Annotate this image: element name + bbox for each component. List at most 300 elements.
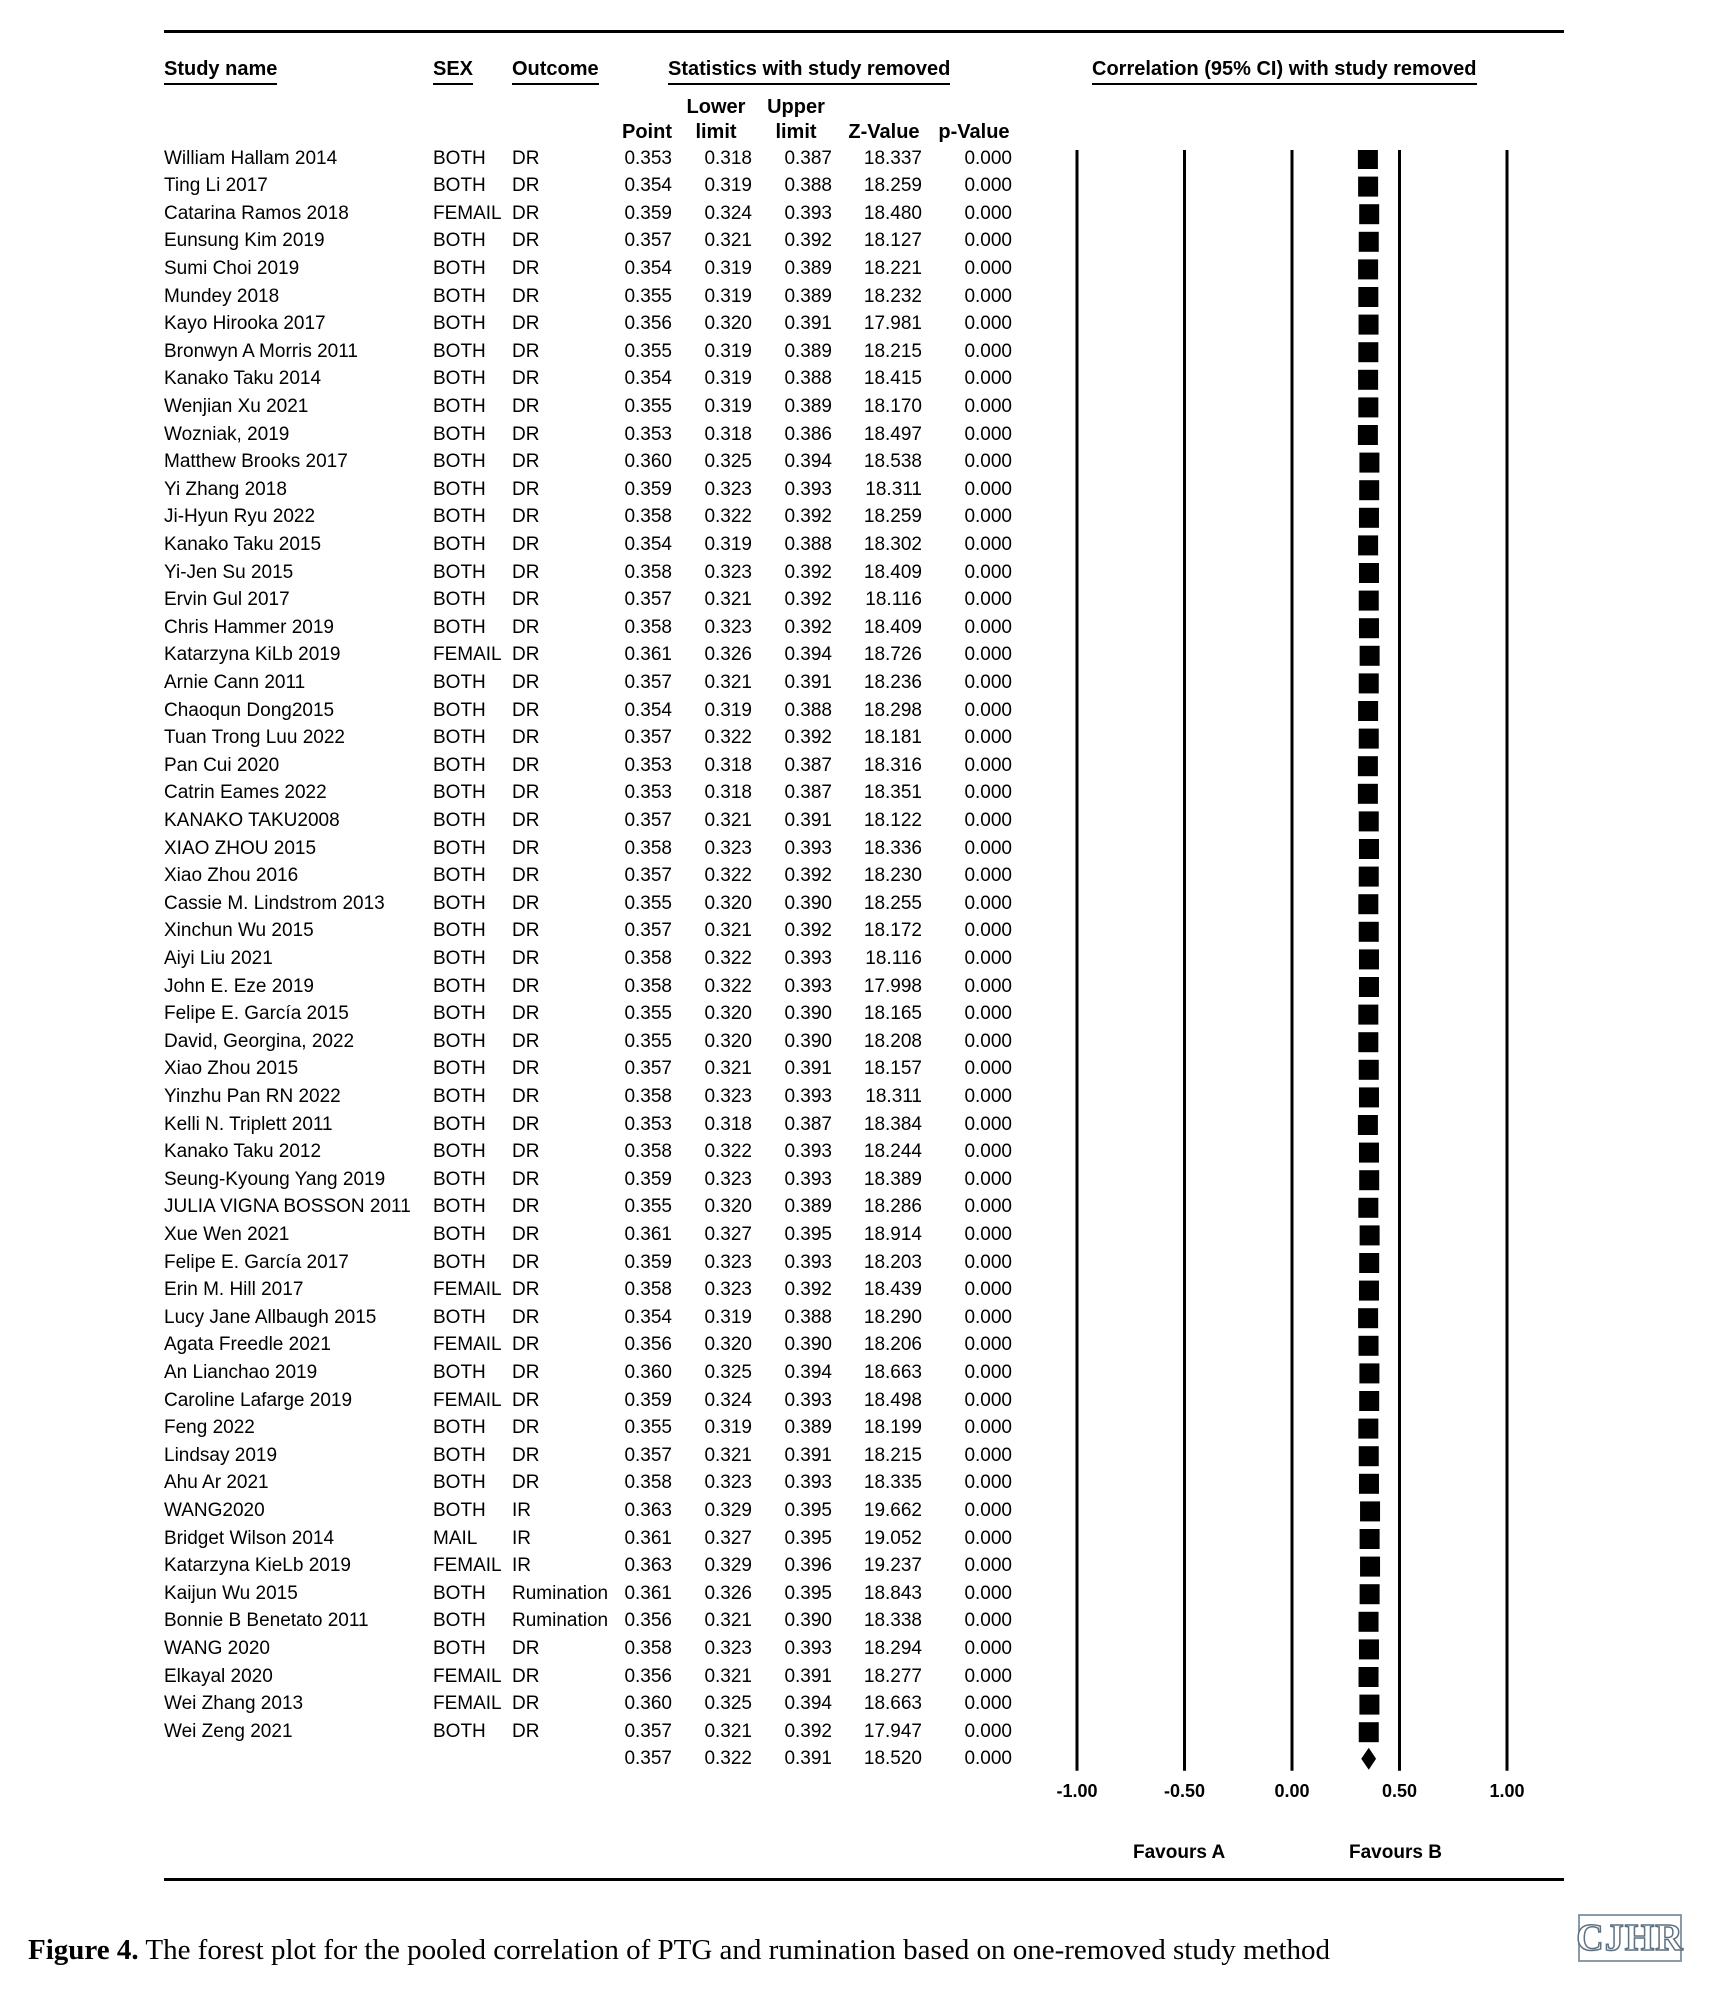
table-row	[0, 1635, 1100, 1662]
study-name-cell: Chaoqun Dong2015	[164, 699, 335, 721]
sex-cell: FEMAIL	[433, 202, 502, 224]
lower-limit-cell: 0.323	[704, 478, 752, 500]
table-row	[0, 586, 1100, 613]
study-name-cell: Xinchun Wu 2015	[164, 920, 314, 942]
point-cell: 0.355	[624, 1196, 672, 1218]
sex-cell: FEMAIL	[433, 644, 502, 666]
table-row	[0, 227, 1100, 254]
upper-limit-cell: 0.392	[784, 865, 832, 887]
sex-cell: BOTH	[433, 533, 486, 555]
sex-cell: FEMAIL	[433, 1334, 502, 1356]
point-estimate-marker	[1359, 673, 1379, 693]
study-name-cell: Ting Li 2017	[164, 175, 268, 197]
upper-limit-cell: 0.395	[784, 1527, 832, 1549]
study-name-cell: JULIA VIGNA BOSSON 2011	[164, 1196, 411, 1218]
point-estimate-marker	[1358, 756, 1378, 776]
study-name-cell: Wei Zhang 2013	[164, 1693, 304, 1715]
table-row	[0, 1525, 1100, 1552]
table-row	[0, 310, 1100, 337]
point-estimate-marker	[1359, 204, 1379, 224]
upper-limit-cell: 0.393	[784, 1637, 832, 1659]
table-row	[0, 807, 1100, 834]
favours-a-label: Favours A	[1133, 1842, 1226, 1863]
z-value-cell: 18.439	[863, 1279, 922, 1301]
study-name-cell: Xiao Zhou 2015	[164, 1058, 299, 1080]
point-cell: 0.353	[624, 754, 672, 776]
header-sex: SEX	[433, 58, 473, 81]
outcome-cell: DR	[512, 340, 540, 362]
p-value-cell: 0.000	[964, 1251, 1012, 1273]
point-cell: 0.353	[624, 782, 672, 804]
outcome-cell: DR	[512, 1472, 540, 1494]
point-estimate-marker	[1359, 867, 1379, 887]
study-name-cell: XIAO ZHOU 2015	[164, 837, 317, 859]
study-name-cell: Kelli N. Triplett 2011	[164, 1113, 333, 1135]
study-name-cell: Feng 2022	[164, 1417, 255, 1439]
z-value-cell: 18.286	[863, 1196, 922, 1218]
z-value-cell: 18.520	[863, 1748, 922, 1770]
outcome-cell: DR	[512, 1334, 540, 1356]
table-row	[0, 1166, 1100, 1193]
p-value-cell: 0.000	[964, 285, 1012, 307]
point-estimate-marker	[1359, 1446, 1379, 1466]
point-cell: 0.357	[624, 671, 672, 693]
p-value-cell: 0.000	[964, 1720, 1012, 1742]
header-p-value: p-Value	[938, 121, 1010, 143]
sex-cell: BOTH	[433, 1141, 486, 1163]
outcome-cell: DR	[512, 1196, 540, 1218]
p-value-cell: 0.000	[964, 340, 1012, 362]
upper-limit-cell: 0.389	[784, 340, 832, 362]
p-value-cell: 0.000	[964, 809, 1012, 831]
study-name-cell: WANG 2020	[164, 1637, 270, 1659]
z-value-cell: 18.338	[863, 1610, 922, 1632]
point-estimate-marker	[1358, 701, 1378, 721]
p-value-cell: 0.000	[964, 947, 1012, 969]
point-cell: 0.354	[624, 257, 672, 279]
upper-limit-cell: 0.393	[784, 1085, 832, 1107]
p-value-cell: 0.000	[964, 423, 1012, 445]
point-estimate-marker	[1359, 232, 1379, 252]
upper-limit-cell: 0.394	[784, 1693, 832, 1715]
p-value-cell: 0.000	[964, 1306, 1012, 1328]
point-estimate-marker	[1359, 977, 1379, 997]
study-name-cell: Kayo Hirooka 2017	[164, 313, 326, 335]
lower-limit-cell: 0.325	[704, 1361, 752, 1383]
z-value-cell: 18.236	[863, 671, 922, 693]
sex-cell: BOTH	[433, 1637, 486, 1659]
sex-cell: BOTH	[433, 1251, 486, 1273]
outcome-cell: DR	[512, 1141, 540, 1163]
sex-cell: BOTH	[433, 782, 486, 804]
lower-limit-cell: 0.319	[704, 1417, 752, 1439]
point-cell: 0.360	[624, 1693, 672, 1715]
study-name-cell: Bronwyn A Morris 2011	[164, 340, 358, 362]
p-value-cell: 0.000	[964, 1361, 1012, 1383]
outcome-cell: IR	[512, 1555, 531, 1577]
p-value-cell: 0.000	[964, 671, 1012, 693]
point-estimate-marker	[1359, 1667, 1379, 1687]
outcome-cell: DR	[512, 285, 540, 307]
table-row	[0, 1497, 1100, 1524]
outcome-cell: DR	[512, 727, 540, 749]
table-row	[0, 641, 1100, 668]
study-name-cell: Catarina Ramos 2018	[164, 202, 349, 224]
z-value-cell: 18.116	[865, 589, 922, 611]
lower-limit-cell: 0.323	[704, 1637, 752, 1659]
point-estimate-marker	[1358, 535, 1378, 555]
lower-limit-cell: 0.320	[704, 1196, 752, 1218]
table-row	[0, 724, 1100, 751]
z-value-cell: 18.384	[863, 1113, 922, 1135]
outcome-cell: DR	[512, 1223, 540, 1245]
point-cell: 0.359	[624, 1389, 672, 1411]
caption-text: The forest plot for the pooled correlation of PTG and rumination based on one-removed study method	[138, 1934, 1331, 1966]
table-row	[0, 1387, 1100, 1414]
point-estimate-marker	[1359, 1281, 1379, 1301]
point-estimate-marker	[1359, 453, 1379, 473]
sex-cell: BOTH	[433, 1361, 486, 1383]
sex-cell: BOTH	[433, 368, 486, 390]
point-cell: 0.361	[624, 1527, 672, 1549]
study-name-cell: Ervin Gul 2017	[164, 589, 290, 611]
study-name-cell: Kanako Taku 2012	[164, 1141, 322, 1163]
sex-cell: BOTH	[433, 478, 486, 500]
table-row	[0, 1083, 1100, 1110]
upper-limit-cell: 0.393	[784, 947, 832, 969]
study-name-cell: KANAKO TAKU2008	[164, 809, 340, 831]
table-row	[0, 1055, 1100, 1082]
point-estimate-marker	[1359, 1143, 1379, 1163]
p-value-cell: 0.000	[964, 1003, 1012, 1025]
study-name-cell: Yi Zhang 2018	[164, 478, 287, 500]
outcome-cell: DR	[512, 1389, 540, 1411]
p-value-cell: 0.000	[964, 506, 1012, 528]
header-correlation: Correlation (95% CI) with study removed	[1092, 58, 1477, 81]
outcome-cell: DR	[512, 1279, 540, 1301]
point-estimate-marker	[1359, 1336, 1379, 1356]
point-cell: 0.360	[624, 451, 672, 473]
upper-limit-cell: 0.391	[784, 1665, 832, 1687]
upper-limit-cell: 0.392	[784, 1279, 832, 1301]
sex-cell: BOTH	[433, 147, 486, 169]
lower-limit-cell: 0.321	[704, 1665, 752, 1687]
table-row	[0, 1028, 1100, 1055]
lower-limit-cell: 0.322	[704, 975, 752, 997]
z-value-cell: 18.206	[863, 1334, 922, 1356]
z-value-cell: 18.663	[863, 1693, 922, 1715]
sex-cell: FEMAIL	[433, 1555, 502, 1577]
point-cell: 0.356	[624, 1665, 672, 1687]
p-value-cell: 0.000	[964, 1168, 1012, 1190]
p-value-cell: 0.000	[964, 837, 1012, 859]
point-estimate-marker	[1359, 922, 1379, 942]
lower-limit-cell: 0.323	[704, 1085, 752, 1107]
lower-limit-cell: 0.321	[704, 230, 752, 252]
z-value-cell: 18.230	[863, 865, 922, 887]
study-name-cell: Lindsay 2019	[164, 1444, 278, 1466]
z-value-cell: 18.172	[863, 920, 922, 942]
z-value-cell: 18.663	[863, 1361, 922, 1383]
upper-limit-cell: 0.388	[784, 533, 832, 555]
upper-limit-cell: 0.390	[784, 1003, 832, 1025]
lower-limit-cell: 0.326	[704, 644, 752, 666]
figure-caption	[28, 1934, 1330, 1967]
table-row	[0, 697, 1100, 724]
outcome-cell: DR	[512, 506, 540, 528]
sex-cell: FEMAIL	[433, 1665, 502, 1687]
table-row	[0, 421, 1100, 448]
point-cell: 0.359	[624, 1168, 672, 1190]
point-cell: 0.356	[624, 1610, 672, 1632]
lower-limit-cell: 0.322	[704, 727, 752, 749]
lower-limit-cell: 0.323	[704, 1279, 752, 1301]
table-row	[0, 1552, 1100, 1579]
p-value-cell: 0.000	[964, 1693, 1012, 1715]
upper-limit-cell: 0.390	[784, 1334, 832, 1356]
header-upper-top: Upper	[767, 96, 825, 118]
point-estimate-marker	[1359, 1474, 1379, 1494]
study-name-cell: Cassie M. Lindstrom 2013	[164, 892, 385, 914]
upper-limit-cell: 0.394	[784, 644, 832, 666]
study-name-cell: Ahu Ar 2021	[164, 1472, 269, 1494]
outcome-cell: DR	[512, 1113, 540, 1135]
lower-limit-cell: 0.320	[704, 313, 752, 335]
z-value-cell: 18.116	[865, 947, 922, 969]
caption-label: Figure 4.	[28, 1934, 139, 1966]
header-upper-bottom: limit	[775, 121, 817, 143]
study-name-cell: Elkayal 2020	[164, 1665, 273, 1687]
sex-cell: BOTH	[433, 395, 486, 417]
z-value-cell: 17.947	[863, 1720, 922, 1742]
p-value-cell: 0.000	[964, 1748, 1012, 1770]
outcome-cell: DR	[512, 423, 540, 445]
sex-cell: FEMAIL	[433, 1389, 502, 1411]
z-value-cell: 18.480	[863, 202, 922, 224]
z-value-cell: 18.726	[863, 644, 922, 666]
study-name-cell: Agata Freedle 2021	[164, 1334, 331, 1356]
table-row	[0, 835, 1100, 862]
outcome-cell: DR	[512, 837, 540, 859]
sex-cell: MAIL	[433, 1527, 478, 1549]
sex-cell: BOTH	[433, 616, 486, 638]
table-row	[0, 200, 1100, 227]
z-value-cell: 18.290	[863, 1306, 922, 1328]
x-tick-label: 1.00	[1489, 1780, 1525, 1801]
outcome-cell: DR	[512, 1003, 540, 1025]
point-estimate-marker	[1359, 811, 1379, 831]
point-estimate-marker	[1359, 591, 1379, 611]
outcome-cell: DR	[512, 368, 540, 390]
table-row	[0, 862, 1100, 889]
outcome-cell: DR	[512, 671, 540, 693]
p-value-cell: 0.000	[964, 1279, 1012, 1301]
point-cell: 0.357	[624, 230, 672, 252]
table-row	[0, 1111, 1100, 1138]
point-cell: 0.357	[624, 589, 672, 611]
lower-limit-cell: 0.321	[704, 809, 752, 831]
upper-limit-cell: 0.390	[784, 1030, 832, 1052]
upper-limit-cell: 0.392	[784, 230, 832, 252]
study-name-cell: Felipe E. García 2017	[164, 1251, 349, 1273]
outcome-cell: DR	[512, 1306, 540, 1328]
point-cell: 0.357	[624, 865, 672, 887]
sex-cell: BOTH	[433, 671, 486, 693]
sex-cell: BOTH	[433, 727, 486, 749]
sex-cell: BOTH	[433, 1168, 486, 1190]
point-cell: 0.353	[624, 423, 672, 445]
table-row	[0, 559, 1100, 586]
sex-cell: BOTH	[433, 920, 486, 942]
outcome-cell: DR	[512, 1693, 540, 1715]
p-value-cell: 0.000	[964, 644, 1012, 666]
point-cell: 0.355	[624, 892, 672, 914]
p-value-cell: 0.000	[964, 1665, 1012, 1687]
sex-cell: BOTH	[433, 1499, 486, 1521]
table-row	[0, 890, 1100, 917]
z-value-cell: 18.914	[863, 1223, 922, 1245]
point-estimate-marker	[1358, 894, 1378, 914]
outcome-cell: DR	[512, 1251, 540, 1273]
point-estimate-marker	[1358, 1308, 1378, 1328]
outcome-cell: DR	[512, 1085, 540, 1107]
p-value-cell: 0.000	[964, 1113, 1012, 1135]
lower-limit-cell: 0.322	[704, 506, 752, 528]
point-estimate-marker	[1359, 949, 1379, 969]
p-value-cell: 0.000	[964, 202, 1012, 224]
table-row	[0, 1221, 1100, 1248]
point-estimate-marker	[1360, 1501, 1380, 1521]
point-cell: 0.357	[624, 920, 672, 942]
p-value-cell: 0.000	[964, 1527, 1012, 1549]
study-name-cell: David, Georgina, 2022	[164, 1030, 355, 1052]
outcome-cell: DR	[512, 1361, 540, 1383]
point-cell: 0.358	[624, 947, 672, 969]
point-cell: 0.357	[624, 1720, 672, 1742]
table-row	[0, 752, 1100, 779]
sex-cell: BOTH	[433, 699, 486, 721]
table-row	[0, 476, 1100, 503]
upper-limit-cell: 0.388	[784, 175, 832, 197]
z-value-cell: 18.199	[863, 1417, 922, 1439]
point-cell: 0.353	[624, 147, 672, 169]
sex-cell: BOTH	[433, 340, 486, 362]
sex-cell: BOTH	[433, 175, 486, 197]
outcome-cell: DR	[512, 892, 540, 914]
point-cell: 0.355	[624, 340, 672, 362]
z-value-cell: 18.311	[865, 1085, 922, 1107]
p-value-cell: 0.000	[964, 589, 1012, 611]
lower-limit-cell: 0.318	[704, 1113, 752, 1135]
forest-plot	[1040, 150, 1560, 1830]
table-row	[0, 1690, 1100, 1717]
outcome-cell: DR	[512, 1665, 540, 1687]
study-name-cell: William Hallam 2014	[164, 147, 338, 169]
point-cell: 0.358	[624, 1085, 672, 1107]
p-value-cell: 0.000	[964, 1610, 1012, 1632]
upper-limit-cell: 0.392	[784, 1720, 832, 1742]
study-name-cell: Kaijun Wu 2015	[164, 1582, 298, 1604]
sex-cell: BOTH	[433, 313, 486, 335]
point-estimate-marker	[1358, 150, 1378, 169]
point-cell: 0.354	[624, 368, 672, 390]
upper-limit-cell: 0.387	[784, 754, 832, 776]
point-cell: 0.358	[624, 837, 672, 859]
outcome-cell: Rumination	[512, 1610, 609, 1632]
z-value-cell: 17.998	[863, 975, 922, 997]
z-value-cell: 18.259	[863, 506, 922, 528]
upper-limit-cell: 0.391	[784, 1058, 832, 1080]
upper-limit-cell: 0.393	[784, 975, 832, 997]
study-name-cell: Catrin Eames 2022	[164, 782, 327, 804]
table-row	[0, 283, 1100, 310]
lower-limit-cell: 0.319	[704, 175, 752, 197]
sex-cell: BOTH	[433, 1306, 486, 1328]
x-tick-label: -1.00	[1056, 1780, 1098, 1801]
point-estimate-marker	[1359, 1695, 1379, 1715]
upper-limit-cell: 0.389	[784, 1417, 832, 1439]
header-z-value: Z-Value	[848, 121, 920, 143]
lower-limit-cell: 0.319	[704, 699, 752, 721]
outcome-cell: DR	[512, 1637, 540, 1659]
outcome-cell: DR	[512, 644, 540, 666]
sex-cell: BOTH	[433, 754, 486, 776]
study-name-cell: Katarzyna KiLb 2019	[164, 644, 341, 666]
summary-diamond	[1361, 1748, 1376, 1770]
z-value-cell: 18.337	[863, 147, 922, 169]
point-cell: 0.356	[624, 313, 672, 335]
point-cell: 0.358	[624, 616, 672, 638]
study-name-cell: Kanako Taku 2015	[164, 533, 322, 555]
table-row	[0, 1249, 1100, 1276]
table-row	[0, 614, 1100, 641]
lower-limit-cell: 0.323	[704, 837, 752, 859]
point-estimate-marker	[1359, 315, 1379, 335]
header-statistics: Statistics with study removed	[668, 58, 950, 81]
z-value-cell: 18.215	[863, 340, 922, 362]
outcome-cell: DR	[512, 175, 540, 197]
point-cell: 0.361	[624, 1582, 672, 1604]
outcome-cell: DR	[512, 202, 540, 224]
sex-cell: BOTH	[433, 1223, 486, 1245]
point-cell: 0.358	[624, 975, 672, 997]
upper-limit-cell: 0.395	[784, 1499, 832, 1521]
point-estimate-marker	[1358, 370, 1378, 390]
point-estimate-marker	[1358, 287, 1378, 307]
point-cell: 0.354	[624, 175, 672, 197]
study-name-cell: Lucy Jane Allbaugh 2015	[164, 1306, 377, 1328]
study-name-cell: Wenjian Xu 2021	[164, 395, 309, 417]
table-row	[0, 503, 1100, 530]
point-estimate-marker	[1359, 1722, 1379, 1742]
table-row	[0, 145, 1100, 172]
z-value-cell: 18.208	[863, 1030, 922, 1052]
point-estimate-marker	[1358, 397, 1378, 417]
p-value-cell: 0.000	[964, 1389, 1012, 1411]
point-cell: 0.354	[624, 699, 672, 721]
sex-cell: BOTH	[433, 1003, 486, 1025]
outcome-cell: DR	[512, 1058, 540, 1080]
upper-limit-cell: 0.394	[784, 1361, 832, 1383]
z-value-cell: 18.259	[863, 175, 922, 197]
p-value-cell: 0.000	[964, 1582, 1012, 1604]
point-cell: 0.358	[624, 506, 672, 528]
p-value-cell: 0.000	[964, 313, 1012, 335]
z-value-cell: 18.335	[863, 1472, 922, 1494]
lower-limit-cell: 0.325	[704, 451, 752, 473]
point-estimate-marker	[1360, 646, 1380, 666]
upper-limit-cell: 0.394	[784, 451, 832, 473]
